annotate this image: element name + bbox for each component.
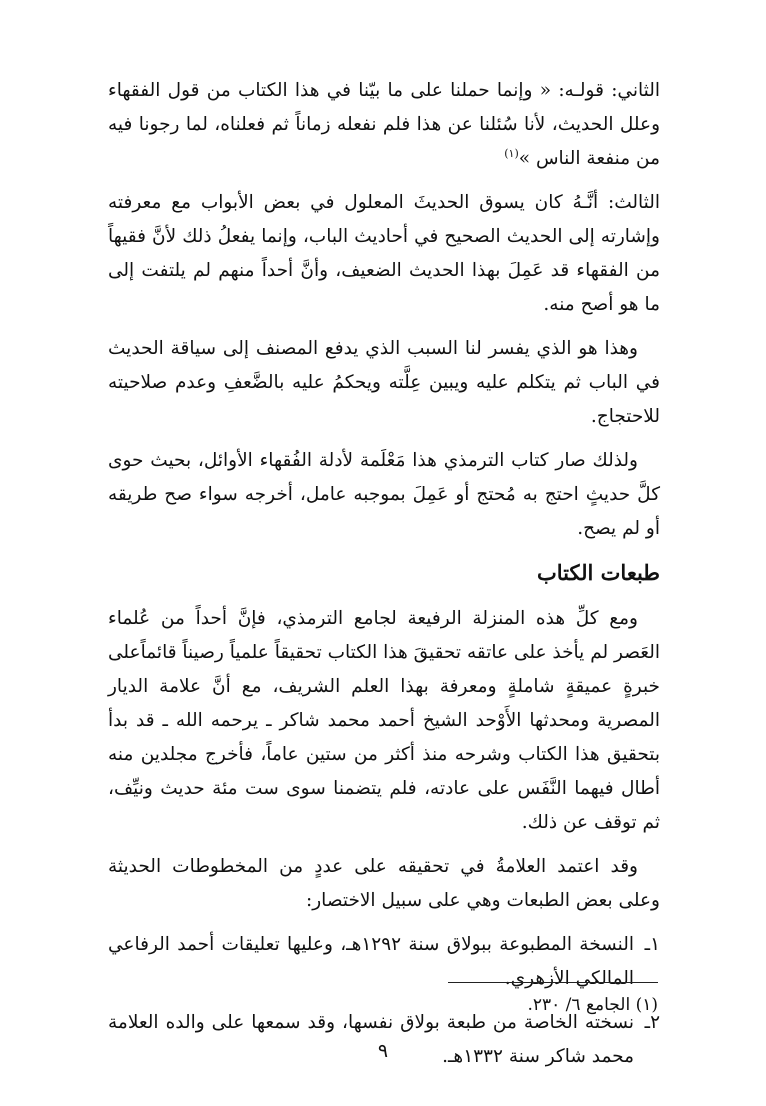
paragraph-explanation: وهذا هو الذي يفسر لنا السبب الذي يدفع المصنف إلى سياقة الحديث في الباب ثم يتكلم عليه ويبين عِلَّته ويحكمُ عليه بالضَّعفِ وعدم صلاحيته للاحتجاج. (108, 338, 660, 427)
list-text: النسخة المطبوعة ببولاق سنة ١٢٩٢هـ، وعليها تعليقات أحمد الرفاعي المالكي الأزهري. (108, 934, 635, 989)
paragraph-conclusion: ولذلك صار كتاب الترمذي هذا مَعْلَمة لأدلة الفُقهاء الأوائل، بحيث حوى كلَّ حديثٍ احتج به مُحتج أو عَمِلَ بموجبه عامل، أخرجه سواء صح طريقه أو لم يصح. (108, 450, 660, 539)
paragraph-sources: وقد اعتمد العلامةُ في تحقيقه على عددٍ من المخطوطات الحديثة وعلى بعض الطبعات وهي على سبيل الاختصار: (108, 856, 660, 911)
list-number: ١ـ (644, 934, 661, 955)
paragraph-second-point (108, 74, 660, 176)
section-heading: طبعات الكتاب (537, 560, 660, 585)
page-number: ٩ (377, 1040, 389, 1062)
footnote-reference: (١) (504, 146, 519, 160)
paragraph-third-point: الثالث: أنَّـهُ كان يسوق الحديثَ المعلول في بعض الأبواب مع معرفته وإشارته إلى الحديث الصحيح في أحاديث الباب، وإنما يفعلُ ذلك لأنَّ فقيهاً من الفقهاء قد عَمِلَ بهذا الحديث الضعيف، وأنَّ أحداً منهم لم يلتفت إلى ما هو أصح منه. (108, 192, 660, 315)
footnote: (١) الجامع ٦/ ٢٣٠. (527, 995, 658, 1015)
list-number: ٢ـ (644, 1012, 660, 1033)
page-body (108, 74, 660, 1074)
paragraph-editions-intro: ومع كلِّ هذه المنزلة الرفيعة لجامع الترمذي، فإنَّ أحداً من عُلماء العَصر لم يأخذ على عاتقه تحقيقَ هذا الكتاب تحقيقاً علمياً رصيناً قائماًعلى خبرةٍ عميقةٍ شاملةٍ ومعرفة بهذا العلم الشريف، مع أنَّ علامة الديار المصرية ومحدثها الأَوْحد الشيخ أحمد محمد شاكر ـ يرحمه الله ـ قد بدأ بتحقيق هذا الكتاب وشرحه منذ أكثر من ستين عاماً، فأخرج مجلدين منه أطال فيهما النَّفَس على عادته، فلم يتضمنا سوى ست مئة حديث ونيِّف، ثم توقف عن ذلك. (108, 608, 660, 833)
list-item (108, 928, 660, 996)
list-text: نسخته الخاصة من طبعة بولاق نفسها، وقد سمعها على والده العلامة محمد شاكر سنة ١٣٣٢هـ. (108, 1012, 634, 1067)
paragraph-text: الثاني: قولـه: « وإنما حملنا على ما بيّنا في هذا الكتاب من قول الفقهاء وعلل الحديث، لأنا سُئلنا عن هذا فلم نفعله زماناً ثم فعلناه، لما رجونا فيه من منفعة الناس » (108, 80, 660, 169)
footnote-divider (448, 982, 658, 983)
